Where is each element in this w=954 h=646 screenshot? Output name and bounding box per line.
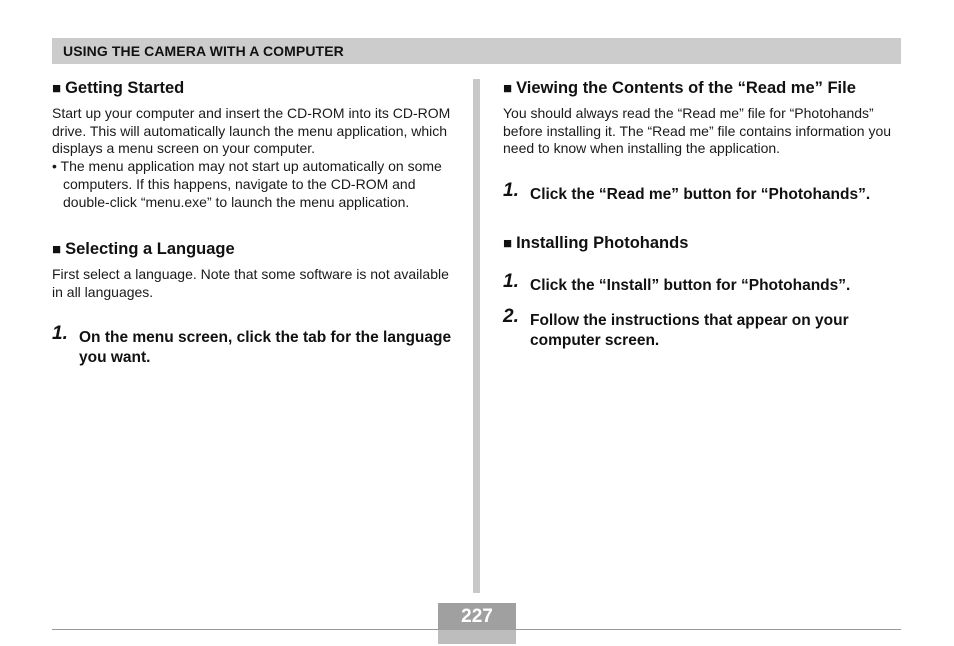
getting-started-note: • The menu application may not start up automatically on some computers. If this happens, navigate to the CD-ROM and double-click “menu.exe” to launch the menu application. [52,158,442,210]
right-column [503,78,903,351]
heading-selecting-language: ■ Selecting a Language [52,240,235,259]
step-text: On the menu screen, click the tab for the language you want. [79,328,452,366]
section-header-title: USING THE CAMERA WITH A COMPUTER [63,43,344,59]
step-number: 2. [503,306,519,328]
section-header-bar [52,38,901,64]
step-number: 1. [503,271,519,293]
step-select-language-tab [52,322,452,368]
step-number: 1. [503,180,519,202]
column-divider [473,79,480,593]
page-number-box [438,603,516,644]
step-text: Click the “Install” button for “Photohands”. [530,277,851,295]
step-number: 1. [52,322,68,344]
heading-installing-photohands: ■ Installing Photohands [503,234,689,253]
step-text: Follow the instructions that appear on your computer screen. [530,312,849,350]
square-bullet-icon: ■ [503,80,513,97]
square-bullet-icon: ■ [52,241,62,259]
heading-getting-started: ■ Getting Started [52,79,185,97]
getting-started-body: Start up your computer and insert the CD-ROM into its CD-ROM drive. This will automatically launch the menu application, which displays a menu screen on your computer. [52,105,451,157]
square-bullet-icon: ■ [503,235,513,253]
read-me-body: You should always read the “Read me” file for “Photohands” before installing it. The “Read me” file contains information you need to know when installing the application. [503,105,892,157]
step-follow-instructions [503,306,890,351]
step-text: Click the “Read me” button for “Photohands”. [530,186,871,204]
page-number: 227 [461,606,493,627]
square-bullet-icon: ■ [52,80,62,97]
heading-read-me: ■ Viewing the Contents of the “Read me” File [503,79,856,97]
selecting-language-body: First select a language. Note that some software is not available in all languages. [52,266,449,300]
step-click-install [503,271,903,296]
step-click-read-me [503,180,903,205]
left-column [52,78,452,368]
